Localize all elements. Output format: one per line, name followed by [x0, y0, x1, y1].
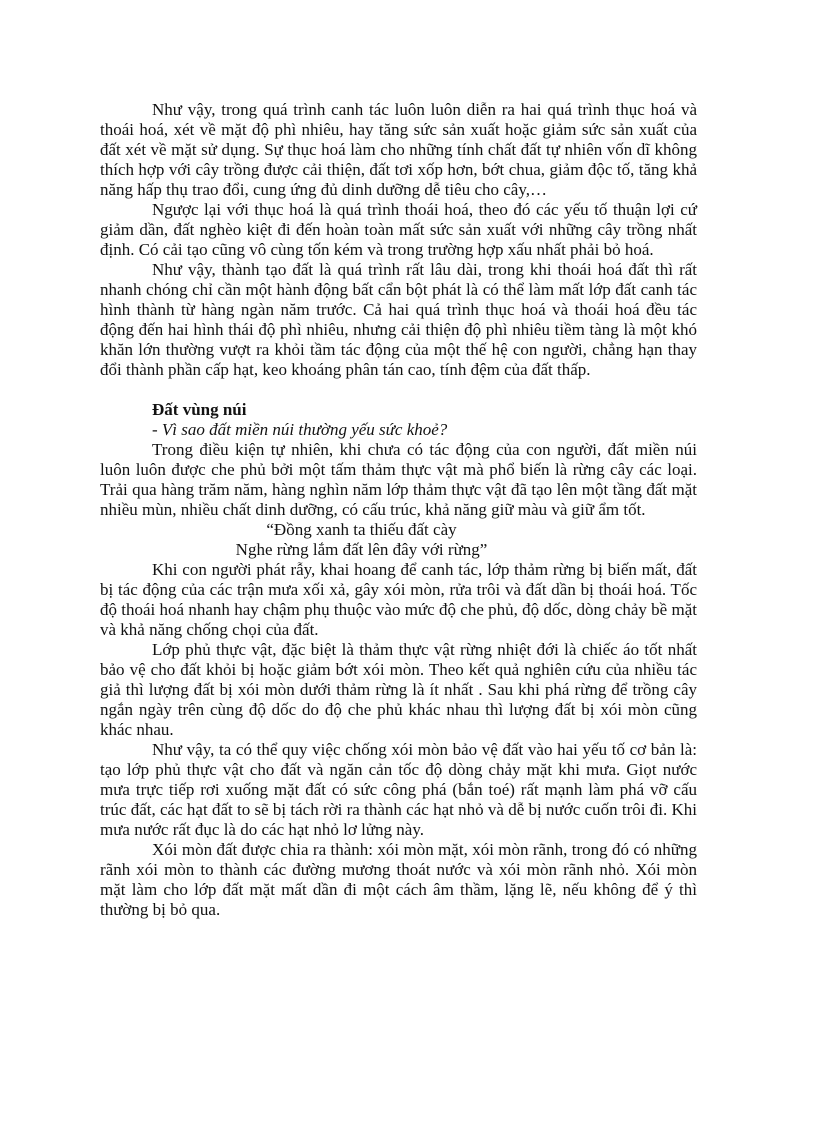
verse-line-2: Nghe rừng lắm đất lên đây với rừng” [235, 540, 488, 559]
paragraph-phat-ray: Khi con người phát rẫy, khai hoang để canh tác, lớp thảm rừng bị biến mất, đất bị tác động của các trận mưa xối xả, gây xói mòn, rửa trôi và đất dần bị thoái hoá. Tốc độ thoái hoá nhanh hay chậm phụ thuộc vào mức độ che phủ, độ dốc, dòng chảy bề mặt và khả năng chống chọi của đất. [100, 560, 697, 639]
question-line: - Vì sao đất miền núi thường yếu sức khoẻ? [152, 420, 448, 439]
paragraph-nguoc-lai: Ngược lại với thục hoá là quá trình thoái hoá, theo đó các yếu tố thuận lợi cứ giảm dần, đất nghèo kiệt đi đến hoàn toàn mất sức sản xuất với những cây trồng nhất định. Có cải tạo cũng vô cùng tốn kém và trong trường hợp xấu nhất phải bỏ hoá. [100, 200, 697, 259]
verse-quote [100, 520, 697, 560]
paragraph-dieu-kien-tu-nhien: Trong điều kiện tự nhiên, khi chưa có tác động của con người, đất miền núi luôn luôn được che phủ bởi một tấm thảm thực vật mà phổ biến là rừng cây các loại. Trải qua hàng trăm năm, hàng nghìn năm lớp thảm thực vật đã tạo lên một tầng đất mặt nhiều mùn, nhiều chất dinh dưỡng, có cấu trúc, khả năng giữ màu và giữ ẩm tốt. [100, 440, 697, 519]
paragraph-lop-phu-thuc-vat: Lớp phủ thực vật, đặc biệt là thảm thực vật rừng nhiệt đới là chiếc áo tốt nhất bảo vệ cho đất khỏi bị hoặc giảm bớt xói mòn. Theo kết quả nghiên cứu của nhiều tác giả thì lượng đất bị xói mòn dưới thảm rừng là ít nhất . Sau khi phá rừng để trồng cây ngắn ngày trên cùng độ dốc do độ che phủ khác nhau thì lượng đất bị xói mòn cũng khác nhau. [100, 640, 697, 739]
paragraph-thanh-tao-dat: Như vậy, thành tạo đất là quá trình rất lâu dài, trong khi thoái hoá đất thì rất nhanh chóng chỉ cần một hành động bất cẩn bột phát là có thể làm mất lớp đất canh tác hình thành từ hàng ngàn năm trước. Cả hai quá trình thục hoá và thoái hoá đều tác động đến hai hình thái độ phì nhiêu, nhưng cải thiện độ phì nhiêu tiềm tàng là một khó khăn lớn thường vượt ra khỏi tầm tác động của một thế hệ con người, chẳng hạn thay đổi thành phần cấp hạt, keo khoáng phân tán cao, tính đệm của đất thấp. [100, 260, 697, 379]
text-column [100, 100, 697, 920]
verse-line-1: “Đồng xanh ta thiếu đất cày [266, 520, 457, 539]
paragraph-thuc-hoa-thoai-hoa: Như vậy, trong quá trình canh tác luôn luôn diễn ra hai quá trình thục hoá và thoái hoá, xét về mặt độ phì nhiêu, hay tăng sức sản xuất hoặc giảm sức sản xuất của đất xét về mặt sử dụng. Sự thục hoá làm cho những tính chất đất tự nhiên vốn dĩ không thích hợp với cây trồng được cải thiện, đất tơi xốp hơn, bớt chua, giảm độc tố, tăng khả năng hấp thụ trao đổi, cung ứng đủ dinh dưỡng dễ tiêu cho cây,… [100, 100, 697, 199]
paragraph-phan-loai-xoi-mon: Xói mòn đất được chia ra thành: xói mòn mặt, xói mòn rãnh, trong đó có những rãnh xói mòn to thành các đường mương thoát nước và xói mòn rãnh nhỏ. Xói mòn mặt làm cho lớp đất mặt mất dần đi một cách âm thầm, lặng lẽ, nếu không để ý thì thường bị bỏ qua. [100, 840, 697, 919]
section-heading-dat-vung-nui: Đất vùng núi [152, 400, 247, 419]
paragraph-chong-xoi-mon: Như vậy, ta có thể quy việc chống xói mòn bảo vệ đất vào hai yếu tố cơ bản là: tạo lớp phủ thực vật cho đất và ngăn cản tốc độ dòng chảy mặt khi mưa. Giọt nước mưa trực tiếp rơi xuống mặt đất có sức công phá (bắn toé) rất mạnh làm phá vỡ cấu trúc đất, các hạt đất to sẽ bị tách rời ra thành các hạt nhỏ và dễ bị nước cuốn trôi đi. Khi mưa nước rất đục là do các hạt nhỏ lơ lửng này. [100, 740, 697, 839]
